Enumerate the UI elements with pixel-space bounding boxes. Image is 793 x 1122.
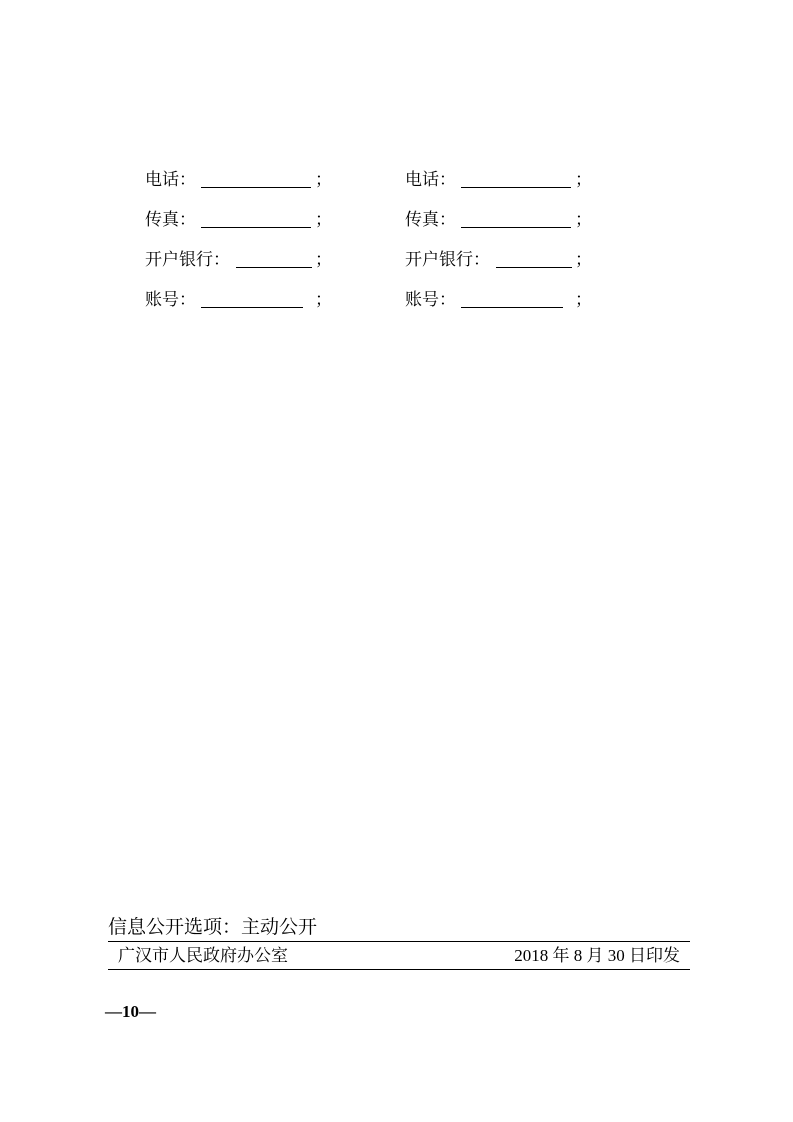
account-label: 账号： xyxy=(145,290,196,310)
semicolon: ； xyxy=(575,290,592,310)
fax-label: 传真： xyxy=(145,210,196,230)
footer-rule-bottom xyxy=(108,969,690,970)
left-account-row xyxy=(145,288,335,312)
right-bank-row xyxy=(405,248,595,272)
issue-date: 2018 年 8 月 30 日印发 xyxy=(514,946,680,965)
fax-blank-line xyxy=(461,227,571,228)
semicolon: ； xyxy=(315,250,332,270)
disclosure-option: 信息公开选项：主动公开 xyxy=(108,916,318,938)
right-fax-row xyxy=(405,208,595,232)
right-account-row xyxy=(405,288,595,312)
fax-blank-line xyxy=(201,227,311,228)
left-bank-row xyxy=(145,248,335,272)
semicolon: ； xyxy=(315,170,332,190)
footer-rule-top xyxy=(108,941,690,942)
account-blank-line xyxy=(461,307,563,308)
account-blank-line xyxy=(201,307,303,308)
page-number: —10— xyxy=(105,1002,156,1021)
bank-label: 开户银行： xyxy=(405,250,490,270)
semicolon: ； xyxy=(315,290,332,310)
issuing-office: 广汉市人民政府办公室 xyxy=(118,946,288,966)
phone-blank-line xyxy=(201,187,311,188)
bank-blank-line xyxy=(496,267,572,268)
account-label: 账号： xyxy=(405,290,456,310)
bank-blank-line xyxy=(236,267,312,268)
phone-label: 电话： xyxy=(145,170,196,190)
phone-label: 电话： xyxy=(405,170,456,190)
right-phone-row xyxy=(405,168,595,192)
semicolon: ； xyxy=(575,250,592,270)
semicolon: ； xyxy=(575,210,592,230)
left-phone-row xyxy=(145,168,335,192)
fax-label: 传真： xyxy=(405,210,456,230)
left-fax-row xyxy=(145,208,335,232)
bank-label: 开户银行： xyxy=(145,250,230,270)
semicolon: ； xyxy=(575,170,592,190)
phone-blank-line xyxy=(461,187,571,188)
semicolon: ； xyxy=(315,210,332,230)
